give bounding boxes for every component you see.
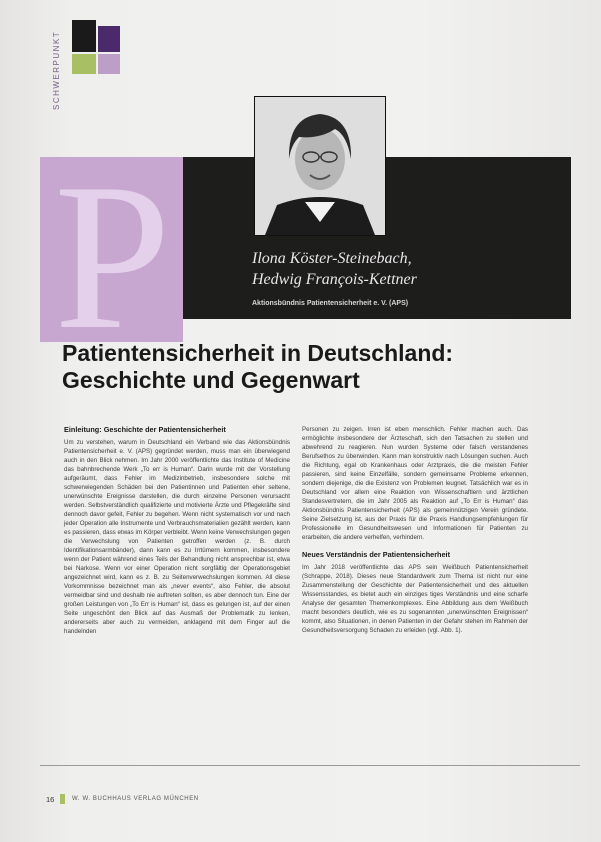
- author-names: [252, 248, 572, 290]
- author-organization: Aktionsbündnis Patientensicherheit e. V. (APS): [252, 300, 409, 307]
- drop-letter-panel: [40, 157, 183, 342]
- section-heading-intro: Einleitung: Geschichte der Patientensicherheit: [64, 425, 226, 434]
- decor-square-green: [72, 54, 96, 74]
- column-left: [64, 425, 290, 636]
- section-body-understanding: Im Jahr 2018 veröffentlichte das APS sein Weißbuch Patientensicherheit (Schrappe, 2018). Dieses neue Standardwerk zum Thema ist nicht nur eine Zusammenstellung der Geschichte der Patientensicherheit und des aktuellen Wissensstandes, es bietet auch ein einziges tiges Verständnis und eine scharfe Analyse der gesamten Themenkomplexes. Eine Abbildung aus dem Weißbuch macht besonders deutlich, wie es zu sogenannten „unerwünschten Ereignissen“ kommt, also Situationen, in denen Patienten in der Gefahr stehen im Rahmen der Gesundheitsversorgung Schaden zu erleiden (vgl. Abb. 1).: [302, 564, 528, 634]
- decor-square-black: [72, 20, 96, 52]
- section-label: SCHWERPUNKT: [52, 30, 61, 110]
- author-line-1: Ilona Köster-Steinebach,: [252, 250, 412, 267]
- section-heading-understanding: Neues Verständnis der Patientensicherheit: [302, 550, 451, 559]
- author-line-2: Hedwig François-Kettner: [252, 271, 417, 288]
- decor-square-purple: [98, 26, 120, 52]
- column-right: [302, 425, 528, 635]
- section-body-intro: Um zu verstehen, warum in Deutschland ein Verband wie das Aktionsbündnis Patientensicherheit e. V. (APS) gegründet werden, muss man ein überwiegend auch in den Blick nehmen. Im Jahr 2000 veröffentlichte das Institute of Medicine das bahnbrechende Werk „To err is Human“. Darin wurde mit der Vorstellung aufgeräumt, dass Fehler im Medizinbetrieb, insbesondere solche mit schwerwiegenden Schäden bei den Patientinnen und Patienten eher seltene, unerwünschte Ereignisse darstellen, die durch einzelne Personen verursacht werden. Selbstverständlich qualifizierte und motivierte Ärzte und Pflegekräfte sind dennoch davor gefeit, Fehler zu begehen. Wenn nicht systematisch vor und nach jeder Operation alle Instrumente und Verbrauchsmaterialien gezählt werden, kann es passieren, dass etwas im Körper verbleibt. Wenn keine Verwechslungen gegen die Verwechslung von Patienten getroffen werden (z. B. durch Identifikationsarmbänder), dann kann es zu Irrtümern kommen, insbesondere wenn der Patient während eines Teils der Behandlung nicht ansprechbar ist, etwa bei Narkose. Wenn vor einer Operation nicht sorgfältig der Operationsgebiet angezeichnet wird, kann es z. B. zu Seitenverwechslungen kommen. All diese Vorkommnisse bezeichnet man als „never events“, also Fehler, die absolut vermeidbar sind und deshalb nie auftreten sollten, es aber dennoch tun. Eine der großen Leistungen von „To Err is Human“ ist, dass es gelungen ist, auf der einen Seite ungeschönt den Blick auf das Ausmaß der Problematik zu lenken, andererseits aber auch zu vermeiden, anklagend mit dem Finger auf die handelnden: [64, 439, 290, 635]
- publisher-mark: [60, 794, 65, 804]
- decor-square-lilac: [98, 54, 120, 74]
- article-title: [62, 340, 562, 394]
- title-line-2: Geschichte und Gegenwart: [62, 367, 360, 393]
- author-photo: [254, 96, 386, 236]
- publisher-name: W. W. BUCHHAUS VERLAG MÜNCHEN: [72, 796, 199, 802]
- title-line-1: Patientensicherheit in Deutschland:: [62, 340, 454, 366]
- drop-letter: P: [54, 157, 171, 342]
- page-number: 16: [46, 795, 55, 804]
- section-body-continued: Personen zu zeigen. Irren ist eben menschlich. Fehler machen auch. Das ermöglichte insbesondere der Ärzteschaft, sich den Tatsachen zu stellen und abwehrend zu reagieren. Nun wurden Systeme oder falsch verstandenes Berufsethos zu überwinden. Kann man konstruktiv nach Lösungen suchen. Auch die Richtung, egal ob Krankenhaus oder Arztpraxis, die die meisten Fehler passieren, sind keine Einzelfälle, sondern gemeinsame Probleme erkennen, sondern diejenige, die die Existenz von Problemen leugnet. Tatsächlich war es in Deutschland vor allem eine Reaktion von Wissenschaftlern und ärztlichen Standesvertretern, die im Jahr 2005 als Reaktion auf „To Err is Human“ das Aktionsbündnis Patientensicherheit (APS) als gemeinnützigen Verein gründete. Seine Zielsetzung ist, aus der Praxis für die Praxis Handlungsempfehlungen für Professionelle im Gesundheitswesen und Informationen für Patienten zu erarbeiten, die andere verhelfen, verhindern.: [302, 426, 528, 541]
- footer-divider: [40, 765, 580, 766]
